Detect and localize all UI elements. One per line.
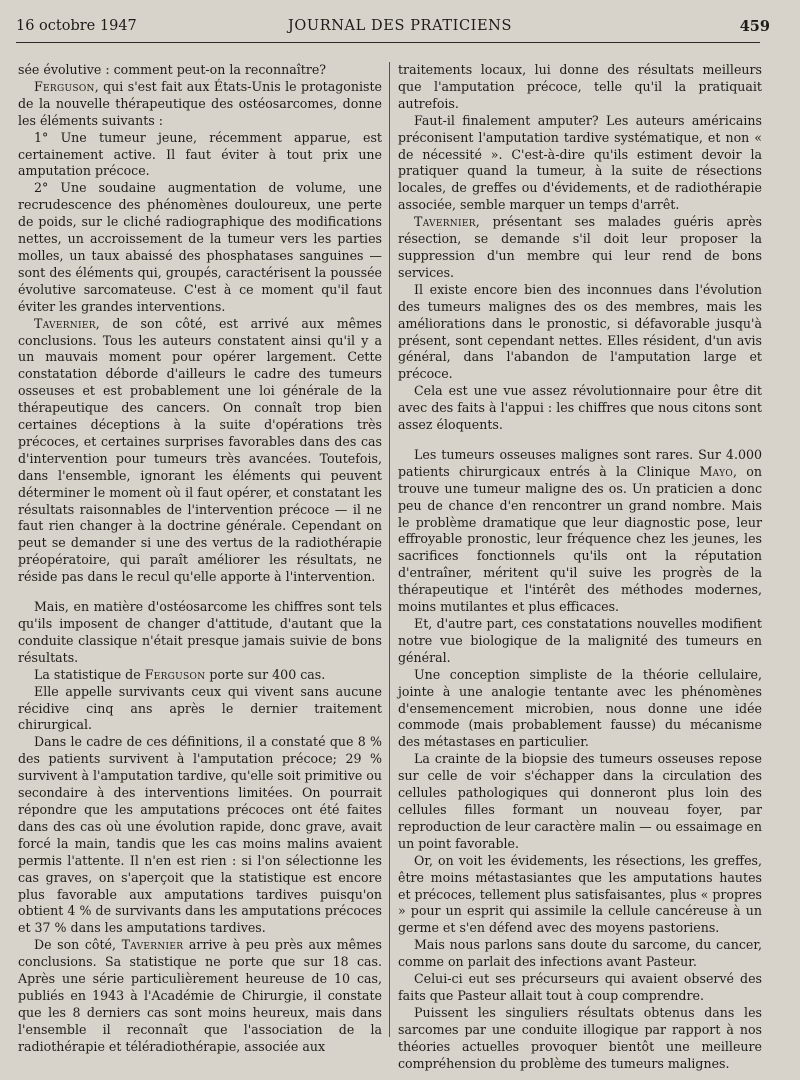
header-rule [16,42,760,43]
author-name: Tavernier [121,937,184,953]
paragraph [398,383,762,434]
paragraph [398,1005,762,1073]
paragraph [18,667,382,684]
paragraph-text: traitements locaux, lui donne des résultats meilleurs que l'amputation précoce, telle qu'il la pratiquait autrefois. [398,62,762,111]
paragraph-text: La crainte de la biopsie des tumeurs osseuses repose sur celle de voir s'échapper dans la circulation des cellules pathologiques qui donneront plus loin des cellules filles formant un nouveau foyer, par reproduction de leur caractère malin — ou essaimage en un point favorable. [398,751,762,851]
paragraph-text: Une conception simpliste de la théorie cellulaire, jointe à une analogie tentante avec les phénomènes d'ensemencement microbien, nous donne une idée commode (mais probablement fausse) du mécanisme des métastases en particulier. [398,666,762,750]
paragraph-text: , qui s'est fait aux États-Unis le protagoniste de la nouvelle thérapeutique des ostéosarcomes, donne les éléments suivants : [18,78,382,128]
paragraph-lead: Les tumeurs osseuses malignes sont rares. Sur 4.000 patients chirurgicaux entrés à la Clinique [398,446,762,479]
paragraph [18,734,382,937]
paragraph [18,316,382,587]
paragraph [398,282,762,383]
paragraph-text: Il existe encore bien des inconnues dans l'évolution des tumeurs malignes des os des membres, mais les améliorations dans le pronostic, si défavorable jusqu'à présent, sont cependant nettes. Elles résident, d'un avis général, dans l'abandon de l'amputation large et précoce. [398,281,762,382]
paragraph [398,667,762,752]
author-name: Ferguson [144,666,206,682]
paragraph-text: Mais nous parlons sans doute du sarcome, du cancer, comme on parlait des infections avant Pasteur. [398,937,762,970]
paragraph-text: Dans le cadre de ces définitions, il a constaté que 8 % des patients survivent à l'amputation précoce; 29 % survivent à l'amputation tardive, qu'elle soit primitive ou secondaire à des interventions limitées. On pourrait répondre que les amputations précoces ont été faites dans des cas où une évolution rapide, donc grave, avait forcé la main, tandis que les cas moins malins avaient permis l'attente. Il n'en est rien : si l'on sélectionne les cas graves, on s'aperçoit que la statistique est encore plus favorable aux amputations tardives puisqu'on obtient 4 % de survivants dans les amputations précoces et 37 % dans les amputations tardives. [18,734,382,936]
paragraph-text: Mais, en matière d'ostéosarcome les chiffres sont tels qu'ils imposent de changer d'attitude, d'autant que la conduite classique n'était presque jamais suivie de bons résultats. [18,599,382,665]
paragraph-lead: De son côté, [34,937,122,953]
paragraph [398,971,762,1005]
paragraph-text: arrive à peu près aux mêmes conclusions. Sa statistique ne porte que sur 18 cas. Après une série particulièrement heureuse de 10 cas, publiés en 1943 à l'Académie de Chirurgie, il constate que les 8 derniers cas sont moins heureux, mais dans l'ensemble il reconnaît que l'association de la radiothérapie et téléradiothérapie, associée aux [18,937,382,1054]
paragraph-text: Cela est une vue assez révolutionnaire pour être dit avec des faits à l'appui : les chiffres que nous citons sont assez éloquents. [398,383,762,433]
author-name: Tavernier [34,315,96,331]
paragraph [18,62,382,79]
paragraph [18,937,382,1055]
paragraph-text: , présentant ses malades guéris après résection, se demande s'il doit leur proposer la suppression d'un membre qui leur rend de bons services. [398,214,762,280]
paragraph [398,616,762,667]
right-column [398,62,762,1072]
paragraph [18,684,382,735]
paragraph-text: Faut-il finalement amputer? Les auteurs américains préconisent l'amputation tardive systématique, et non « de nécessité ». C'est-à-dire qu'ils estiment devoir la pratiquer quand la tumeur, à la suite de résections locales, de greffes ou d'évidements, et de radiothérapie associée, semble marquer un temps d'arrêt. [398,112,762,213]
paragraph-text: 1° Une tumeur jeune, récemment apparue, est certainement active. Il faut éviter à tout prix une amputation précoce. [18,129,382,179]
paragraph [398,937,762,971]
paragraph [18,130,382,181]
paragraph [398,62,762,113]
paragraph-text: , de son côté, est arrivé aux mêmes conclusions. Tous les auteurs constatent ainsi qu'il y a un mauvais moment pour opérer largement. Cette constatation déborde d'ailleurs le cadre des tumeurs osseuses et est probablement une loi générale de la thérapeutique des cancers. On connaît trop bien certaines déceptions à la suite d'opérations très précoces, et certaines surprises favorables dans des cas d'intervention pour tumeurs très avancées. Toutefois, dans l'ensemble, ignorant les éléments qui peuvent déterminer le moment où il faut opérer, et constatant les résultats raisonnables de l'intervention précoce — il ne faut rien changer à la doctrine générale. Cependant on peut se demander si une des vertus de la radiothérapie préopératoire, qui paraît améliorer les résultats, ne réside pas dans le recul qu'elle apporte à l'intervention. [18,315,382,585]
paragraph-text: , on trouve une tumeur maligne des os. Un praticien a donc peu de chance d'en rencontrer un grand nombre. Mais le problème dramatique que leur diagnostic pose, leur effroyable pronostic, leur fréquence chez les jeunes, les sacrifices fonctionnels qu'ils ont la réputation d'entraîner, méritent qu'il suive les progrès de la thérapeutique et l'intérêt des méthodes modernes, moins mutilantes et plus efficaces. [398,463,762,615]
paragraph-text: Or, on voit les évidements, les résections, les greffes, être moins métastasiantes que les amputations hautes et précoces, tellement plus satisfaisantes, plus « propres » pour un esprit qui assimile la cellule cancéreuse à un germe et s'en défend avec des moyens pastoriens. [398,852,762,936]
author-name: Mayo [699,463,734,479]
paragraph [398,113,762,214]
paragraph-text: porte sur 400 cas. [205,666,326,682]
running-header [0,18,800,40]
column-divider [389,62,390,1037]
author-name: Ferguson [34,78,95,94]
paragraph [18,180,382,315]
paragraph [18,599,382,667]
paragraph-text: Celui-ci eut ses précurseurs qui avaient observé des faits que Pasteur allait tout à coup comprendre. [398,971,762,1003]
paragraph [398,853,762,938]
author-name: Tavernier [414,214,476,230]
paragraph [398,751,762,852]
paragraph-text: Puissent les singuliers résultats obtenus dans les sarcomes par une conduite illogique par rapport à nos théories actuelles provoquer bientôt une meilleure compréhension du problème des tumeurs malignes. [398,1004,762,1071]
paragraph-text: Elle appelle survivants ceux qui vivent sans aucune récidive cinq ans après le dernier traitement chirurgical. [18,683,382,733]
header-journal-title: JOURNAL DES PRATICIENS [288,18,512,34]
paragraph-text: 2° Une soudaine augmentation de volume, une recrudescence des phénomènes douloureux, une perte de poids, sur le cliché radiographique des modifications nettes, un accroissement de la tumeur vers les parties molles, un taux abaissé des phosphatases sanguines — sont des éléments qui, groupés, caractérisent la poussée évolutive sarcomateuse. C'est à ce moment qu'il faut éviter les grandes interventions. [18,180,382,314]
paragraph [398,214,762,282]
paragraph [18,79,382,130]
header-date: 16 octobre 1947 [16,18,137,34]
paragraph-text: sée évolutive : comment peut-on la reconnaître? [18,62,327,77]
left-column [18,62,382,1056]
header-page-number: 459 [739,18,770,35]
paragraph [398,447,762,616]
paragraph-lead: La statistique de [34,666,145,682]
paragraph-text: Et, d'autre part, ces constatations nouvelles modifient notre vue biologique de la malignité des tumeurs en général. [398,616,762,665]
